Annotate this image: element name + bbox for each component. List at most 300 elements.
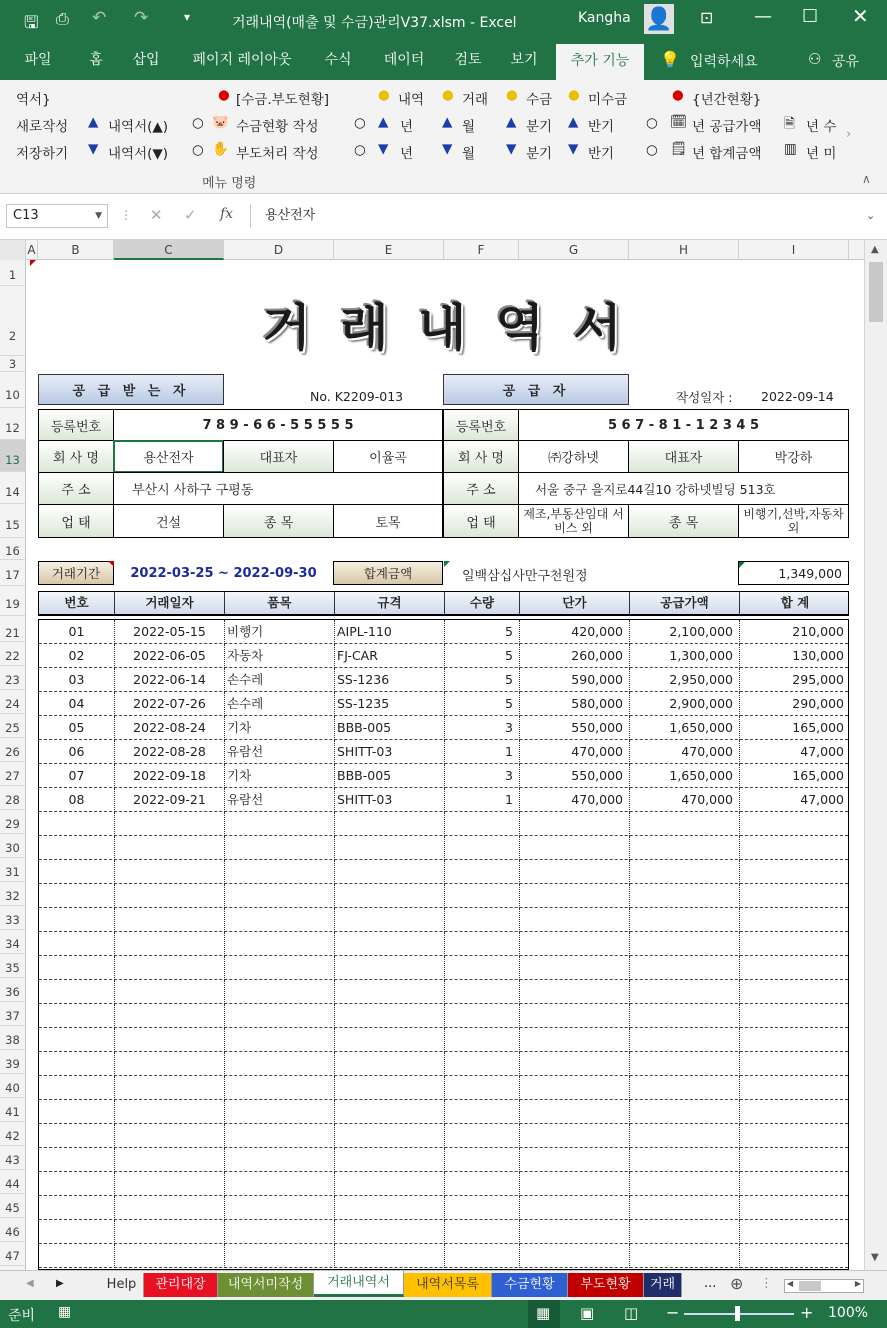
cell-spec[interactable]: BBB-005 xyxy=(335,716,445,740)
cell-spec[interactable] xyxy=(335,1028,445,1052)
avatar[interactable]: 👤 xyxy=(644,4,674,34)
cell-item[interactable] xyxy=(225,956,335,980)
tab-file[interactable]: 파일 xyxy=(24,52,52,68)
row-header[interactable]: 2 xyxy=(0,286,25,356)
ribbon-item[interactable]: 분기 xyxy=(526,146,553,162)
row-header[interactable]: 21 xyxy=(0,616,25,642)
tab-insert[interactable]: 삽입 xyxy=(132,52,160,68)
cell-date[interactable] xyxy=(115,1172,225,1196)
cell-spec[interactable] xyxy=(335,1172,445,1196)
row-header[interactable]: 40 xyxy=(0,1074,25,1098)
maximize-icon[interactable]: ☐ xyxy=(802,6,819,27)
chevron-down-icon[interactable]: ▼ xyxy=(95,211,102,221)
save-icon[interactable]: 🖫 xyxy=(24,13,39,33)
cell-total[interactable]: 210,000 xyxy=(792,624,844,639)
sheet-tab[interactable]: Help xyxy=(100,1273,144,1297)
sheet-tab[interactable]: 내역서미작성 xyxy=(218,1273,314,1297)
cell-spec[interactable]: SS-1235 xyxy=(335,692,445,716)
ribbon-item[interactable]: 년 미 xyxy=(806,146,837,162)
table-row[interactable] xyxy=(39,1028,848,1052)
cancel-icon[interactable]: ✕ xyxy=(150,206,163,224)
cell-spec[interactable] xyxy=(335,836,445,860)
tab-view[interactable]: 보기 xyxy=(510,52,538,68)
ribbon-item[interactable]: 월 xyxy=(462,146,476,162)
scroll-up-icon[interactable]: ▲ xyxy=(871,244,879,255)
cell-total[interactable]: 290,000 xyxy=(792,696,844,711)
table-row[interactable] xyxy=(39,860,848,884)
scroll-right-icon[interactable]: › xyxy=(846,126,852,142)
cell-unit-price[interactable] xyxy=(520,812,630,836)
cell-unit-price[interactable] xyxy=(520,884,630,908)
ribbon-item[interactable]: 분기 xyxy=(526,119,553,135)
sheet-tab[interactable]: 거래내역서 xyxy=(314,1271,404,1297)
cell-qty[interactable]: 3 xyxy=(445,716,520,740)
table-row[interactable] xyxy=(39,1220,848,1244)
cell-qty[interactable] xyxy=(445,1220,520,1244)
cell-unit-price[interactable]: 260,000 xyxy=(520,644,630,668)
cell-total[interactable] xyxy=(740,860,850,884)
row-header[interactable]: 33 xyxy=(0,906,25,930)
ribbon-item[interactable]: 년 수 xyxy=(806,119,837,135)
cell-item[interactable] xyxy=(225,860,335,884)
cell-date[interactable] xyxy=(115,980,225,1004)
cell-item[interactable] xyxy=(225,1004,335,1028)
row-header[interactable]: 45 xyxy=(0,1194,25,1218)
user-name[interactable]: Kangha xyxy=(578,10,631,26)
cell-item[interactable] xyxy=(225,1196,335,1220)
cell-total[interactable] xyxy=(740,812,850,836)
cell-no[interactable] xyxy=(39,980,115,1004)
cell-no[interactable]: 06 xyxy=(39,740,115,764)
cell-qty[interactable] xyxy=(445,1172,520,1196)
cell-spec[interactable] xyxy=(335,932,445,956)
cell-unit-price[interactable] xyxy=(520,836,630,860)
row-header-selected[interactable]: 13 xyxy=(0,440,25,472)
cell-supply-amount[interactable] xyxy=(630,884,740,908)
tell-me-input[interactable]: 입력하세요 xyxy=(690,54,758,70)
cell-no[interactable] xyxy=(39,860,115,884)
row-header[interactable]: 29 xyxy=(0,810,25,834)
cell-total[interactable] xyxy=(740,1172,850,1196)
cell-item[interactable]: 비행기 xyxy=(225,620,335,644)
cell-supply-amount[interactable] xyxy=(630,1004,740,1028)
page-layout-icon[interactable]: ▣ xyxy=(580,1304,595,1322)
cell-spec[interactable] xyxy=(335,860,445,884)
row-header[interactable]: 34 xyxy=(0,930,25,954)
cell-unit-price[interactable] xyxy=(520,1100,630,1124)
row-header[interactable]: 46 xyxy=(0,1218,25,1242)
cell-date[interactable] xyxy=(115,836,225,860)
zoom-slider-handle[interactable] xyxy=(735,1306,740,1321)
cell-total[interactable]: 130,000 xyxy=(792,648,844,663)
cell-unit-price[interactable] xyxy=(520,1124,630,1148)
cell-no[interactable] xyxy=(39,1172,115,1196)
cell-no[interactable] xyxy=(39,1124,115,1148)
tab-formulas[interactable]: 수식 xyxy=(324,52,352,68)
cell-qty[interactable] xyxy=(445,836,520,860)
ribbon-item[interactable]: 역서} xyxy=(16,92,51,108)
name-box[interactable] xyxy=(6,204,108,228)
more-sheets-icon[interactable]: ... xyxy=(704,1276,717,1291)
cell-unit-price[interactable]: 550,000 xyxy=(520,764,630,788)
cell-item[interactable]: 기차 xyxy=(225,716,335,740)
cell-total[interactable] xyxy=(740,836,850,860)
column-header[interactable]: A xyxy=(26,240,38,260)
table-row[interactable] xyxy=(39,1100,848,1124)
cell-supply-amount[interactable] xyxy=(630,860,740,884)
cell-spec[interactable] xyxy=(335,980,445,1004)
table-row[interactable] xyxy=(39,908,848,932)
cell-no[interactable] xyxy=(39,884,115,908)
cell-qty[interactable] xyxy=(445,980,520,1004)
company-cell-selected[interactable] xyxy=(113,440,224,473)
table-row[interactable] xyxy=(39,1124,848,1148)
ribbon-item[interactable]: 저장하기 xyxy=(16,146,69,162)
cell-supply-amount[interactable]: 2,950,000 xyxy=(630,668,740,692)
sheet-tab[interactable]: 부도현황 xyxy=(568,1273,644,1297)
cell-item[interactable]: 자동차 xyxy=(225,644,335,668)
cell-item[interactable] xyxy=(225,1220,335,1244)
next-sheet-icon[interactable]: ▶ xyxy=(56,1278,64,1289)
cell-item[interactable] xyxy=(225,812,335,836)
horizontal-scrollbar[interactable] xyxy=(784,1279,864,1293)
cell-item[interactable] xyxy=(225,1100,335,1124)
cell-item[interactable]: 손수레 xyxy=(225,668,335,692)
ribbon-item[interactable]: 새로작성 xyxy=(16,119,69,135)
cell-date[interactable]: 2022-08-28 xyxy=(115,740,225,764)
cell-spec[interactable] xyxy=(335,884,445,908)
cell-unit-price[interactable] xyxy=(520,1028,630,1052)
ribbon-item[interactable]: 년 xyxy=(400,146,414,162)
cell-no[interactable]: 08 xyxy=(39,788,115,812)
redo-icon[interactable]: ↷ xyxy=(134,8,149,28)
cell-qty[interactable]: 5 xyxy=(445,620,520,644)
cell-total[interactable] xyxy=(740,908,850,932)
cell-total[interactable]: 47,000 xyxy=(800,792,844,807)
radio-icon[interactable]: ○ xyxy=(192,142,204,158)
cell-unit-price[interactable] xyxy=(520,932,630,956)
cell-date[interactable] xyxy=(115,884,225,908)
column-header-selected[interactable]: C xyxy=(114,240,224,260)
row-header[interactable]: 19 xyxy=(0,586,25,616)
vertical-scrollbar[interactable] xyxy=(864,240,887,1270)
row-header[interactable]: 39 xyxy=(0,1050,25,1074)
cell-item[interactable]: 기차 xyxy=(225,764,335,788)
row-header[interactable]: 43 xyxy=(0,1146,25,1170)
cell-item[interactable] xyxy=(225,1244,335,1268)
cell-no[interactable] xyxy=(39,1196,115,1220)
cell-unit-price[interactable] xyxy=(520,980,630,1004)
cell-supply-amount[interactable] xyxy=(630,1052,740,1076)
cell-total[interactable]: 47,000 xyxy=(800,744,844,759)
cell-spec[interactable] xyxy=(335,1244,445,1268)
ribbon-item[interactable]: [수금.부도현황] xyxy=(236,92,330,108)
cell-spec[interactable]: SS-1236 xyxy=(335,668,445,692)
cell-supply-amount[interactable] xyxy=(630,1244,740,1268)
ribbon-item[interactable]: 년 공급가액 xyxy=(692,119,762,135)
customize-toolbar-icon[interactable]: ▾ xyxy=(184,10,191,24)
sheet-tab[interactable]: 수금현황 xyxy=(492,1273,568,1297)
cell-unit-price[interactable] xyxy=(520,908,630,932)
table-row[interactable] xyxy=(39,788,848,812)
table-row[interactable] xyxy=(39,1004,848,1028)
cell-supply-amount[interactable] xyxy=(630,1220,740,1244)
cell-unit-price[interactable] xyxy=(520,860,630,884)
table-row[interactable] xyxy=(39,644,848,668)
row-header[interactable]: 15 xyxy=(0,504,25,538)
cell-spec[interactable] xyxy=(335,956,445,980)
cell-total[interactable] xyxy=(740,1100,850,1124)
cell-spec[interactable] xyxy=(335,1076,445,1100)
table-row[interactable] xyxy=(39,980,848,1004)
sheet-tab[interactable]: 거래 xyxy=(644,1273,682,1297)
cell-item[interactable] xyxy=(225,980,335,1004)
cell-no[interactable] xyxy=(39,1004,115,1028)
cell-spec[interactable]: FJ-CAR xyxy=(335,644,445,668)
ribbon-item[interactable]: 거래 xyxy=(462,92,489,108)
cell-supply-amount[interactable] xyxy=(630,1100,740,1124)
cell-total[interactable]: 295,000 xyxy=(792,672,844,687)
cell-qty[interactable] xyxy=(445,812,520,836)
table-row[interactable] xyxy=(39,668,848,692)
cell-date[interactable]: 2022-06-14 xyxy=(115,668,225,692)
row-header[interactable]: 24 xyxy=(0,690,25,714)
enter-icon[interactable]: ✓ xyxy=(184,206,197,224)
cell-unit-price[interactable] xyxy=(520,1172,630,1196)
ribbon-item[interactable]: 반기 xyxy=(588,119,615,135)
cell-total[interactable] xyxy=(740,1004,850,1028)
cell-item[interactable] xyxy=(225,884,335,908)
cell-qty[interactable] xyxy=(445,1124,520,1148)
cell-total[interactable] xyxy=(740,1220,850,1244)
table-row[interactable] xyxy=(39,836,848,860)
column-header[interactable]: I xyxy=(739,240,849,260)
row-header[interactable]: 12 xyxy=(0,408,25,440)
scroll-thumb[interactable] xyxy=(869,262,883,322)
cell-no[interactable] xyxy=(39,932,115,956)
cell-date[interactable] xyxy=(115,860,225,884)
cell-unit-price[interactable] xyxy=(520,1148,630,1172)
minimize-icon[interactable]: — xyxy=(754,6,772,27)
row-header[interactable]: 22 xyxy=(0,642,25,666)
column-header[interactable]: B xyxy=(38,240,114,260)
cell-no[interactable] xyxy=(39,1052,115,1076)
cell-spec[interactable] xyxy=(335,1196,445,1220)
print-preview-icon[interactable]: ⎙ xyxy=(56,9,69,28)
row-header[interactable]: 23 xyxy=(0,666,25,690)
cell-unit-price[interactable]: 470,000 xyxy=(520,788,630,812)
tab-addins[interactable]: 추가 기능 xyxy=(556,44,644,80)
ribbon-item[interactable]: 수금현황 작성 xyxy=(236,119,319,135)
cell-qty[interactable] xyxy=(445,956,520,980)
radio-icon[interactable]: ○ xyxy=(646,115,658,131)
cell-qty[interactable] xyxy=(445,1244,520,1268)
cell-qty[interactable]: 5 xyxy=(445,644,520,668)
table-row[interactable] xyxy=(39,692,848,716)
radio-icon[interactable]: ○ xyxy=(354,115,366,131)
cell-supply-amount[interactable] xyxy=(630,956,740,980)
row-header[interactable]: 28 xyxy=(0,786,25,810)
ribbon-item[interactable]: 미수금 xyxy=(588,92,628,108)
column-header[interactable]: E xyxy=(334,240,444,260)
row-header[interactable]: 44 xyxy=(0,1170,25,1194)
cell-unit-price[interactable]: 580,000 xyxy=(520,692,630,716)
cell-item[interactable] xyxy=(225,1052,335,1076)
row-header[interactable]: 37 xyxy=(0,1002,25,1026)
cell-date[interactable] xyxy=(115,908,225,932)
column-header[interactable]: H xyxy=(629,240,739,260)
cell-date[interactable] xyxy=(115,1196,225,1220)
select-all-corner[interactable] xyxy=(0,240,26,260)
table-row[interactable] xyxy=(39,1196,848,1220)
cell-unit-price[interactable] xyxy=(520,1052,630,1076)
cell-item[interactable] xyxy=(225,908,335,932)
cell-no[interactable] xyxy=(39,836,115,860)
cell-spec[interactable] xyxy=(335,1004,445,1028)
cell-qty[interactable] xyxy=(445,908,520,932)
cell-supply-amount[interactable] xyxy=(630,1196,740,1220)
row-header[interactable]: 26 xyxy=(0,738,25,762)
normal-view-icon[interactable]: ▦ xyxy=(536,1304,551,1322)
close-icon[interactable]: ✕ xyxy=(852,4,869,28)
cell-qty[interactable]: 5 xyxy=(445,692,520,716)
undo-icon[interactable]: ↶ xyxy=(92,8,107,28)
cell-supply-amount[interactable]: 2,100,000 xyxy=(630,620,740,644)
cell-spec[interactable] xyxy=(335,1220,445,1244)
cell-supply-amount[interactable] xyxy=(630,980,740,1004)
cell-total[interactable]: 165,000 xyxy=(792,768,844,783)
collapse-ribbon-icon[interactable]: ∧ xyxy=(862,172,871,186)
cell-no[interactable] xyxy=(39,1100,115,1124)
cell-date[interactable] xyxy=(115,1052,225,1076)
cell-spec[interactable] xyxy=(335,1100,445,1124)
cell-supply-amount[interactable] xyxy=(630,1124,740,1148)
table-row[interactable] xyxy=(39,884,848,908)
cell-date[interactable] xyxy=(115,956,225,980)
cell-date[interactable]: 2022-09-18 xyxy=(115,764,225,788)
ribbon-display-icon[interactable]: ⊡ xyxy=(700,8,714,27)
table-row[interactable] xyxy=(39,1052,848,1076)
cell-total[interactable]: 165,000 xyxy=(792,720,844,735)
cell-spec[interactable] xyxy=(335,1052,445,1076)
cell-unit-price[interactable]: 590,000 xyxy=(520,668,630,692)
cell-unit-price[interactable] xyxy=(520,1076,630,1100)
tab-data[interactable]: 데이터 xyxy=(383,52,425,68)
cell-qty[interactable] xyxy=(445,1028,520,1052)
worksheet[interactable] xyxy=(26,260,864,1270)
cell-date[interactable] xyxy=(115,1148,225,1172)
cell-date[interactable] xyxy=(115,1028,225,1052)
row-header[interactable]: 3 xyxy=(0,356,25,372)
row-header[interactable]: 30 xyxy=(0,834,25,858)
cell-item[interactable]: 유람선 xyxy=(225,788,335,812)
cell-qty[interactable]: 5 xyxy=(445,668,520,692)
cell-total[interactable] xyxy=(740,1076,850,1100)
cell-unit-price[interactable]: 470,000 xyxy=(520,740,630,764)
cell-date[interactable]: 2022-08-24 xyxy=(115,716,225,740)
cell-total[interactable] xyxy=(740,1244,850,1268)
sheet-tab[interactable]: 내역서목록 xyxy=(404,1273,492,1297)
row-header[interactable]: 27 xyxy=(0,762,25,786)
cell-spec[interactable] xyxy=(335,812,445,836)
cell-supply-amount[interactable] xyxy=(630,1028,740,1052)
cell-no[interactable] xyxy=(39,956,115,980)
cell-spec[interactable]: BBB-005 xyxy=(335,764,445,788)
cell-supply-amount[interactable] xyxy=(630,1148,740,1172)
cell-qty[interactable] xyxy=(445,1076,520,1100)
radio-icon[interactable]: ○ xyxy=(646,142,658,158)
cell-date[interactable] xyxy=(115,1220,225,1244)
cell-total[interactable] xyxy=(740,980,850,1004)
ribbon-item[interactable]: {년간현황} xyxy=(692,92,762,108)
cell-date[interactable] xyxy=(115,932,225,956)
cell-unit-price[interactable]: 420,000 xyxy=(520,620,630,644)
cell-item[interactable]: 유람선 xyxy=(225,740,335,764)
formula-input[interactable]: 용산전자 xyxy=(250,204,880,228)
scroll-left-icon[interactable]: ◀ xyxy=(787,1279,794,1288)
cell-supply-amount[interactable]: 2,900,000 xyxy=(630,692,740,716)
row-header[interactable]: 16 xyxy=(0,538,25,560)
cell-spec[interactable]: AIPL-110 xyxy=(335,620,445,644)
cell-no[interactable]: 04 xyxy=(39,692,115,716)
cell-qty[interactable] xyxy=(445,1100,520,1124)
cell-qty[interactable] xyxy=(445,1052,520,1076)
scroll-right-icon[interactable]: ▶ xyxy=(854,1279,861,1288)
ribbon-item[interactable]: 년 합계금액 xyxy=(692,146,762,162)
cell-no[interactable] xyxy=(39,1220,115,1244)
row-header[interactable]: 32 xyxy=(0,882,25,906)
cell-unit-price[interactable] xyxy=(520,1004,630,1028)
cell-qty[interactable]: 1 xyxy=(445,788,520,812)
cell-no[interactable] xyxy=(39,908,115,932)
cell-unit-price[interactable]: 550,000 xyxy=(520,716,630,740)
cell-item[interactable] xyxy=(225,1124,335,1148)
zoom-in-icon[interactable]: + xyxy=(800,1303,814,1322)
cell-no[interactable]: 05 xyxy=(39,716,115,740)
cell-total[interactable] xyxy=(740,1148,850,1172)
radio-icon[interactable]: ○ xyxy=(354,142,366,158)
cell-qty[interactable] xyxy=(445,1148,520,1172)
cell-supply-amount[interactable] xyxy=(630,1172,740,1196)
ribbon-item[interactable]: 월 xyxy=(462,119,476,135)
share-button[interactable]: 공유 xyxy=(832,54,860,70)
cell-total[interactable] xyxy=(740,1196,850,1220)
table-row[interactable] xyxy=(39,740,848,764)
zoom-out-icon[interactable]: − xyxy=(666,1303,680,1322)
cell-item[interactable] xyxy=(225,836,335,860)
sheet-tab[interactable]: 관리대장 xyxy=(144,1273,218,1297)
cell-total[interactable] xyxy=(740,1028,850,1052)
function-icon[interactable]: fx xyxy=(220,206,234,222)
row-header[interactable]: 41 xyxy=(0,1098,25,1122)
ribbon-item[interactable]: 내역 xyxy=(398,92,425,108)
cell-supply-amount[interactable] xyxy=(630,836,740,860)
cell-total[interactable] xyxy=(740,1124,850,1148)
table-row[interactable] xyxy=(39,1172,848,1196)
row-header[interactable]: 14 xyxy=(0,472,25,504)
row-header[interactable]: 1 xyxy=(0,260,25,286)
cell-date[interactable] xyxy=(115,1004,225,1028)
tab-review[interactable]: 검토 xyxy=(454,52,482,68)
cell-no[interactable] xyxy=(39,1076,115,1100)
cell-unit-price[interactable] xyxy=(520,1244,630,1268)
cell-qty[interactable]: 3 xyxy=(445,764,520,788)
ribbon-item[interactable]: 내역서(▲) xyxy=(108,119,169,135)
cell-no[interactable] xyxy=(39,1148,115,1172)
ribbon-item[interactable]: 수금 xyxy=(526,92,553,108)
ribbon-item[interactable]: 부도처리 작성 xyxy=(236,146,319,162)
cell-item[interactable] xyxy=(225,932,335,956)
